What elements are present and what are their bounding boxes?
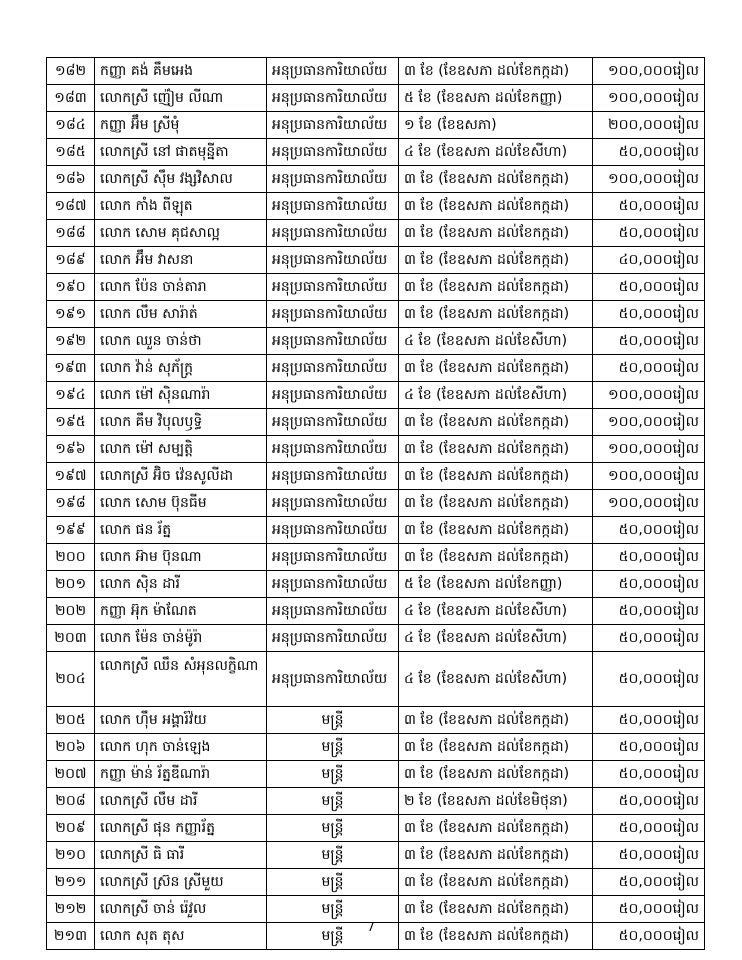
duration-text: ៣ ខែ (ខែឧសភា ដល់ខែកក្កដា) [399, 274, 593, 301]
row-number: ១៨៧ [47, 193, 95, 220]
amount-value: ៥០,០០០រៀល [593, 544, 705, 571]
table-row [47, 815, 705, 842]
table-row [47, 166, 705, 193]
amount-value: ១០០,០០០រៀល [593, 463, 705, 490]
amount-value: ៥០,០០០រៀល [593, 625, 705, 652]
position-title: អនុប្រធានការិយាល័យ [267, 139, 399, 166]
person-name: លោកស្រី ស្រ៊ន ស្រីមួយ [95, 869, 267, 896]
person-name: លោក លឹម សារ៉ាត់ [95, 301, 267, 328]
position-title: អនុប្រធានការិយាល័យ [267, 220, 399, 247]
position-title: អនុប្រធានការិយាល័យ [267, 355, 399, 382]
amount-value: ២០០,០០០រៀល [593, 112, 705, 139]
duration-text: ៤ ខែ (ខែឧសភា ដល់ខែសីហា) [399, 598, 593, 625]
amount-value: ១០០,០០០រៀល [593, 409, 705, 436]
row-number: ២០៤ [47, 652, 95, 707]
table-row [47, 842, 705, 869]
position-title: អនុប្រធានការិយាល័យ [267, 517, 399, 544]
position-title: មន្ត្រី [267, 761, 399, 788]
duration-text: ៣ ខែ (ខែឧសភា ដល់ខែកក្កដា) [399, 463, 593, 490]
duration-text: ៣ ខែ (ខែឧសភា ដល់ខែកក្កដា) [399, 923, 593, 950]
amount-value: ៥០,០០០រៀល [593, 517, 705, 544]
duration-text: ៣ ខែ (ខែឧសភា ដល់ខែកក្កដា) [399, 761, 593, 788]
duration-text: ៣ ខែ (ខែឧសភា ដល់ខែកក្កដា) [399, 193, 593, 220]
row-number: ២០៣ [47, 625, 95, 652]
row-number: ១៨៥ [47, 139, 95, 166]
table-row [47, 517, 705, 544]
duration-text: ៣ ខែ (ខែឧសភា ដល់ខែកក្កដា) [399, 220, 593, 247]
amount-value: ១០០,០០០រៀល [593, 166, 705, 193]
person-name: លោក គឹម វិបុលឫទ្ធិ [95, 409, 267, 436]
donation-table [46, 57, 705, 950]
page-number: 7 [367, 920, 375, 934]
table-row [47, 490, 705, 517]
row-number: ១៩៦ [47, 436, 95, 463]
row-number: ២០៦ [47, 734, 95, 761]
row-number: ១៩៧ [47, 463, 95, 490]
person-name: លោកស្រី ឈឹន សំអុនលក្ខិណា [95, 652, 267, 707]
duration-text: ៤ ខែ (ខែឧសភា ដល់ខែសីហា) [399, 382, 593, 409]
person-name: លោក ហុក ចាន់ឡេង [95, 734, 267, 761]
row-number: ១៨៨ [47, 220, 95, 247]
position-title: អនុប្រធានការិយាល័យ [267, 301, 399, 328]
duration-text: ៣ ខែ (ខែឧសភា ដល់ខែកក្កដា) [399, 166, 593, 193]
amount-value: ៥០,០០០រៀល [593, 220, 705, 247]
duration-text: ៣ ខែ (ខែឧសភា ដល់ខែកក្កដា) [399, 896, 593, 923]
position-title: អនុប្រធានការិយាល័យ [267, 409, 399, 436]
person-name: លោក អ៊ាម ប៊ុនណា [95, 544, 267, 571]
person-name: លោក អ៊ឹម វាសនា [95, 247, 267, 274]
amount-value: ៥០,០០០រៀល [593, 328, 705, 355]
duration-text: ៣ ខែ (ខែឧសភា ដល់ខែកក្កដា) [399, 436, 593, 463]
person-name: លោក ម៉ែន ចាន់ម៉ូរ៉ា [95, 625, 267, 652]
row-number: ១៩៥ [47, 409, 95, 436]
row-number: ២០៥ [47, 707, 95, 734]
row-number: ១៨៦ [47, 166, 95, 193]
duration-text: ៣ ខែ (ខែឧសភា ដល់ខែកក្កដា) [399, 490, 593, 517]
position-title: អនុប្រធានការិយាល័យ [267, 490, 399, 517]
table-row [47, 328, 705, 355]
duration-text: ៣ ខែ (ខែឧសភា ដល់ខែកក្កដា) [399, 247, 593, 274]
person-name: កញ្ញា អ៊ឹម ស្រីមុំ [95, 112, 267, 139]
row-number: ២០១ [47, 571, 95, 598]
row-number: ១៨៣ [47, 85, 95, 112]
row-number: ១៩៩ [47, 517, 95, 544]
position-title: អនុប្រធានការិយាល័យ [267, 463, 399, 490]
position-title: អនុប្រធានការិយាល័យ [267, 382, 399, 409]
table-row [47, 463, 705, 490]
amount-value: ១០០,០០០រៀល [593, 436, 705, 463]
duration-text: ២ ខែ (ខែឧសភា ដល់ខែមិថុនា) [399, 788, 593, 815]
duration-text: ៤ ខែ (ខែឧសភា ដល់ខែសីហា) [399, 625, 593, 652]
table-row [47, 571, 705, 598]
table-row [47, 788, 705, 815]
row-number: ២១០ [47, 842, 95, 869]
row-number: ១៨២ [47, 58, 95, 85]
table-row [47, 193, 705, 220]
position-title: អនុប្រធានការិយាល័យ [267, 328, 399, 355]
person-name: លោកស្រី លឹម ដារី [95, 788, 267, 815]
row-number: ១៩១ [47, 301, 95, 328]
table-row [47, 761, 705, 788]
person-name: លោក កាំង ពីឡុត [95, 193, 267, 220]
duration-text: ៣ ខែ (ខែឧសភា ដល់ខែកក្កដា) [399, 842, 593, 869]
person-name: លោក ផន រ័ត្ន [95, 517, 267, 544]
table-row [47, 896, 705, 923]
table-row [47, 598, 705, 625]
duration-text: ៤ ខែ (ខែឧសភា ដល់ខែសីហា) [399, 652, 593, 707]
position-title: អនុប្រធានការិយាល័យ [267, 598, 399, 625]
table-row [47, 247, 705, 274]
person-name: លោក ហ៊ឹម អង្គារ៍វ៉យ [95, 707, 267, 734]
amount-value: ៥០,០០០រៀល [593, 815, 705, 842]
position-title: មន្ត្រី [267, 788, 399, 815]
duration-text: ៥ ខែ (ខែឧសភា ដល់ខែកញ្ញា) [399, 85, 593, 112]
table-row [47, 58, 705, 85]
table-row [47, 85, 705, 112]
duration-text: ៣ ខែ (ខែឧសភា ដល់ខែកក្កដា) [399, 815, 593, 842]
position-title: អនុប្រធានការិយាល័យ [267, 58, 399, 85]
position-title: អនុប្រធានការិយាល័យ [267, 166, 399, 193]
row-number: ២០៨ [47, 788, 95, 815]
table-row [47, 382, 705, 409]
row-number: ២១២ [47, 896, 95, 923]
person-name: លោកស្រី ស៊ឹម វង្សវិសាល [95, 166, 267, 193]
position-title: អនុប្រធានការិយាល័យ [267, 247, 399, 274]
person-name: លោក ស៊ិន ដារី [95, 571, 267, 598]
position-title: មន្ត្រី [267, 734, 399, 761]
amount-value: ៥០,០០០រៀល [593, 923, 705, 950]
position-title: អនុប្រធានការិយាល័យ [267, 112, 399, 139]
position-title: មន្ត្រី [267, 842, 399, 869]
duration-text: ៣ ខែ (ខែឧសភា ដល់ខែកក្កដា) [399, 517, 593, 544]
row-number: ១៩៣ [47, 355, 95, 382]
amount-value: ៥០,០០០រៀល [593, 652, 705, 707]
duration-text: ១ ខែ (ខែឧសភា) [399, 112, 593, 139]
person-name: លោក សោម ប៊ុនធីម [95, 490, 267, 517]
position-title: មន្ត្រី [267, 923, 399, 950]
amount-value: ៥០,០០០រៀល [593, 707, 705, 734]
row-number: ១៩២ [47, 328, 95, 355]
position-title: អនុប្រធានការិយាល័យ [267, 571, 399, 598]
duration-text: ៣ ខែ (ខែឧសភា ដល់ខែកក្កដា) [399, 355, 593, 382]
table-row [47, 274, 705, 301]
row-number: ២០២ [47, 598, 95, 625]
position-title: មន្ត្រី [267, 707, 399, 734]
position-title: អនុប្រធានការិយាល័យ [267, 193, 399, 220]
amount-value: ៥០,០០០រៀល [593, 571, 705, 598]
amount-value: ១០០,០០០រៀល [593, 490, 705, 517]
person-name: លោក សោម គុជសាល្អ [95, 220, 267, 247]
table-row [47, 544, 705, 571]
person-name: លោក សុត តុស [95, 923, 267, 950]
amount-value: ៥០,០០០រៀល [593, 734, 705, 761]
duration-text: ៣ ខែ (ខែឧសភា ដល់ខែកក្កដា) [399, 301, 593, 328]
position-title: អនុប្រធានការិយាល័យ [267, 85, 399, 112]
table-row [47, 707, 705, 734]
duration-text: ៥ ខែ (ខែឧសភា ដល់ខែកញ្ញា) [399, 571, 593, 598]
position-title: អនុប្រធានការិយាល័យ [267, 652, 399, 707]
amount-value: ១០០,០០០រៀល [593, 58, 705, 85]
amount-value: ១០០,០០០រៀល [593, 85, 705, 112]
amount-value: ៥០,០០០រៀល [593, 869, 705, 896]
duration-text: ៤ ខែ (ខែឧសភា ដល់ខែសីហា) [399, 328, 593, 355]
row-number: ២០០ [47, 544, 95, 571]
table-row [47, 220, 705, 247]
amount-value: ៥០,០០០រៀល [593, 139, 705, 166]
duration-text: ៣ ខែ (ខែឧសភា ដល់ខែកក្កដា) [399, 544, 593, 571]
table-row [47, 436, 705, 463]
amount-value: ៥០,០០០រៀល [593, 598, 705, 625]
person-name: លោក វ៉ាន់ សុភ័ក្រ្ត [95, 355, 267, 382]
row-number: ១៩០ [47, 274, 95, 301]
amount-value: ៥០,០០០រៀល [593, 761, 705, 788]
table-row [47, 301, 705, 328]
table-row [47, 139, 705, 166]
table-row [47, 652, 705, 707]
row-number: ១៨៤ [47, 112, 95, 139]
person-name: លោកស្រី ផុន កញ្ញារ័ត្ន [95, 815, 267, 842]
position-title: មន្ត្រី [267, 896, 399, 923]
person-name: លោកស្រី អ៊ិច វ៉េនសូលីដា [95, 463, 267, 490]
duration-text: ៣ ខែ (ខែឧសភា ដល់ខែកក្កដា) [399, 734, 593, 761]
table-row [47, 625, 705, 652]
amount-value: ៥០,០០០រៀល [593, 355, 705, 382]
person-name: លោកស្រី ធិ ធារី [95, 842, 267, 869]
person-name: លោកស្រី ចាន់ រ៉េវួល [95, 896, 267, 923]
person-name: កញ្ញា អ៊ុក ម៉ាណែត [95, 598, 267, 625]
position-title: អនុប្រធានការិយាល័យ [267, 625, 399, 652]
position-title: អនុប្រធានការិយាល័យ [267, 436, 399, 463]
row-number: ២១៣ [47, 923, 95, 950]
amount-value: ៥០,០០០រៀល [593, 301, 705, 328]
duration-text: ៤ ខែ (ខែឧសភា ដល់ខែសីហា) [399, 139, 593, 166]
amount-value: ៥០,០០០រៀល [593, 896, 705, 923]
table-row [47, 112, 705, 139]
amount-value: ៥០,០០០រៀល [593, 193, 705, 220]
table-row [47, 869, 705, 896]
amount-value: ៤០,០០០រៀល [593, 247, 705, 274]
table-body [47, 58, 705, 950]
position-title: មន្ត្រី [267, 869, 399, 896]
row-number: ១៩៨ [47, 490, 95, 517]
row-number: ១៩៤ [47, 382, 95, 409]
row-number: ១៨៩ [47, 247, 95, 274]
position-title: អនុប្រធានការិយាល័យ [267, 274, 399, 301]
position-title: អនុប្រធានការិយាល័យ [267, 544, 399, 571]
person-name: កញ្ញា ម៉ាន់ រ័ត្នឌីណារ៉ា [95, 761, 267, 788]
person-name: លោក ម៉ៅ ស៊ិនណារ៉ា [95, 382, 267, 409]
person-name: កញ្ញា គង់ គឹមអេង [95, 58, 267, 85]
row-number: ២០៧ [47, 761, 95, 788]
duration-text: ៣ ខែ (ខែឧសភា ដល់ខែកក្កដា) [399, 58, 593, 85]
table-row [47, 409, 705, 436]
amount-value: ៥០,០០០រៀល [593, 842, 705, 869]
table-row [47, 734, 705, 761]
row-number: ២០៩ [47, 815, 95, 842]
table-row [47, 355, 705, 382]
position-title: មន្ត្រី [267, 815, 399, 842]
duration-text: ៣ ខែ (ខែឧសភា ដល់ខែកក្កដា) [399, 707, 593, 734]
person-name: លោក ប៉ែន ចាន់តារា [95, 274, 267, 301]
person-name: លោកស្រី ញ៉ៀម លីណា [95, 85, 267, 112]
amount-value: ៥០,០០០រៀល [593, 274, 705, 301]
amount-value: ១០០,០០០រៀល [593, 382, 705, 409]
row-number: ២១១ [47, 869, 95, 896]
person-name: លោក ឈួន ចាន់ថា [95, 328, 267, 355]
amount-value: ៥០,០០០រៀល [593, 788, 705, 815]
person-name: លោក ម៉ៅ សម្បត្តិ [95, 436, 267, 463]
person-name: លោកស្រី នៅ ផាតមុន្នីតា [95, 139, 267, 166]
duration-text: ៣ ខែ (ខែឧសភា ដល់ខែកក្កដា) [399, 869, 593, 896]
duration-text: ៣ ខែ (ខែឧសភា ដល់ខែកក្កដា) [399, 409, 593, 436]
